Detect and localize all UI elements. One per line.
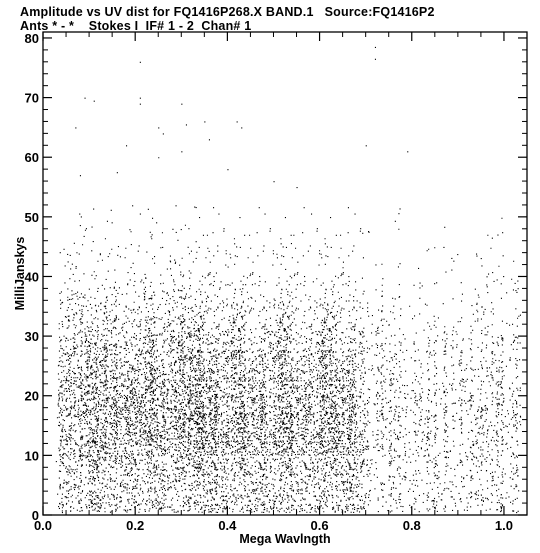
data-points — [56, 47, 521, 513]
x-tick-label: 0.4 — [218, 518, 237, 533]
x-tick-label: 1.0 — [494, 518, 513, 533]
y-tick-label: 50 — [24, 209, 39, 225]
plot-frame — [43, 32, 527, 515]
y-tick-label: 10 — [24, 448, 39, 464]
chart-title: Amplitude vs UV dist for FQ1416P268.X BAND.1 Source:FQ1416P2 — [20, 5, 435, 19]
scatter-points — [56, 47, 521, 513]
x-tick-label: 0.6 — [310, 518, 329, 533]
y-tick-label: 40 — [24, 269, 39, 285]
y-tick-label: 60 — [24, 150, 39, 166]
y-tick-label: 80 — [24, 30, 39, 46]
y-tick-label: 0 — [31, 508, 39, 523]
x-tick-label: 0.8 — [402, 518, 421, 533]
x-tick-label: 0.2 — [126, 518, 145, 533]
chart-subtitle: Ants * - * Stokes I IF# 1 - 2 Chan# 1 — [20, 19, 252, 33]
x-tick-label: 0.0 — [33, 518, 53, 533]
y-tick-label: 70 — [24, 90, 39, 106]
y-tick-label: 20 — [24, 388, 39, 404]
y-tick-label: 30 — [24, 329, 39, 345]
y-axis-label: MilliJanskys — [13, 236, 27, 311]
x-axis-label: Mega Wavlngth — [239, 532, 331, 546]
